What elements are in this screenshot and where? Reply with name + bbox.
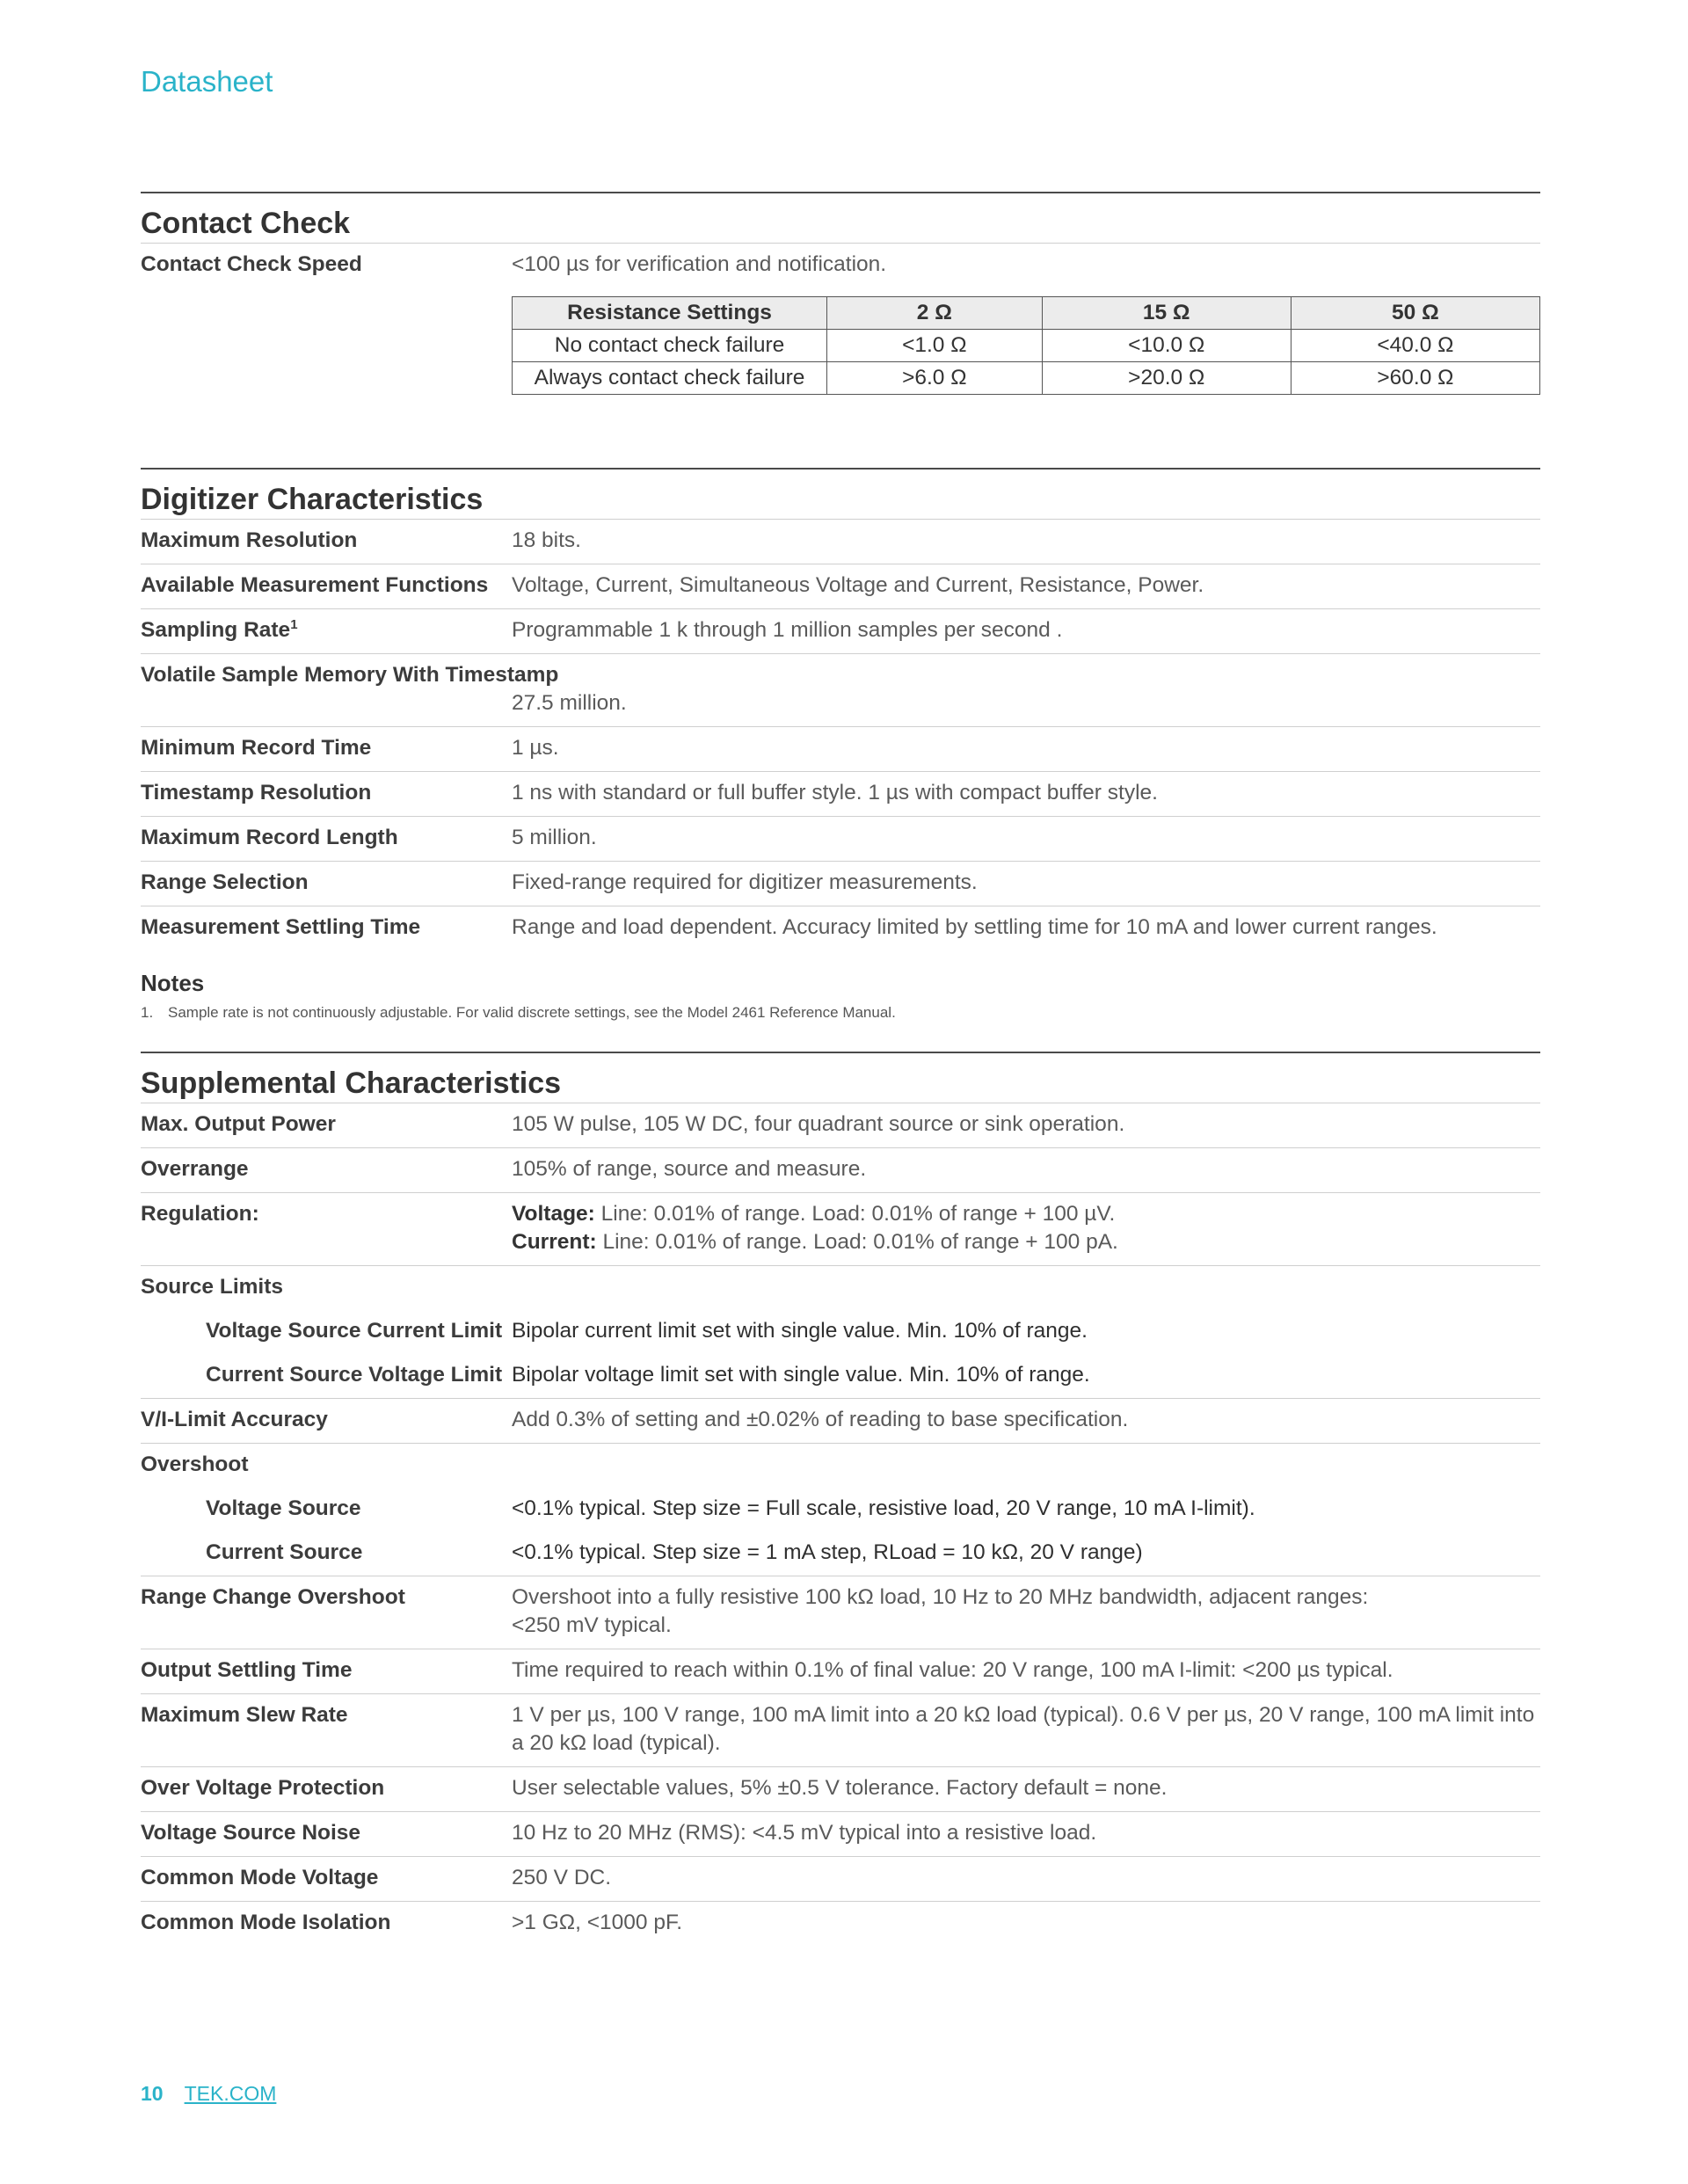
spec-value: 105% of range, source and measure. [512, 1157, 867, 1181]
spec-row [141, 906, 1540, 950]
spec-value: Voltage, Current, Simultaneous Voltage and Current, Resistance, Power. [512, 573, 1204, 597]
spec-label: Maximum Record Length [141, 826, 398, 849]
spec-row-group [141, 1265, 1540, 1310]
spec-value: 27.5 million. [512, 691, 627, 715]
spec-value: 10 Hz to 20 MHz (RMS): <4.5 mV typical into a resistive load. [512, 1821, 1097, 1845]
spec-label: Contact Check Speed [141, 252, 362, 276]
spec-row [141, 771, 1540, 816]
spec-row-sub [141, 1354, 1540, 1398]
spec-row [141, 564, 1540, 608]
regulation-current [512, 1228, 1540, 1256]
table-header-cell: 50 Ω [1291, 297, 1539, 330]
note-text: Sample rate is not continuously adjustable. For valid discrete settings, see the Model 2461 Reference Manual. [168, 1004, 896, 1021]
section-contact-check [141, 192, 1540, 395]
spec-value: 1 ns with standard or full buffer style. 1 µs with compact buffer style. [512, 781, 1158, 804]
spec-sublabel: Current Source [206, 1540, 363, 1564]
regulation-current-value: Line: 0.01% of range. Load: 0.01% of range + 100 pA. [596, 1230, 1118, 1254]
spec-row [141, 1856, 1540, 1901]
spec-value: <0.1% typical. Step size = 1 mA step, RLoad = 10 kΩ, 20 V range) [512, 1540, 1143, 1564]
note-item [141, 1004, 1540, 1022]
spec-row [141, 519, 1540, 564]
notes-title: Notes [141, 970, 205, 996]
regulation-voltage-key: Voltage: [512, 1202, 595, 1226]
footnote-ref: 1 [290, 616, 298, 632]
spec-row [141, 1811, 1540, 1856]
group-label: Source Limits [141, 1275, 284, 1299]
spec-row [141, 1398, 1540, 1443]
table-cell: <40.0 Ω [1291, 330, 1539, 362]
spec-value: Overshoot into a fully resistive 100 kΩ load, 10 Hz to 20 MHz bandwidth, adjacent ranges: <250 mV typical. [512, 1585, 1369, 1637]
spec-value [512, 1200, 1540, 1256]
spec-row [141, 243, 1540, 288]
spec-value: 1 V per µs, 100 V range, 100 mA limit into a 20 kΩ load (typical). 0.6 V per µs, 20 V range, 100 mA limit into a 20 kΩ load (typical). [512, 1703, 1535, 1755]
spec-label: Volatile Sample Memory With Timestamp [141, 663, 559, 687]
table-header-cell: 15 Ω [1042, 297, 1291, 330]
spec-label: Regulation: [141, 1202, 259, 1226]
footer [141, 2082, 276, 2106]
spec-value: >1 GΩ, <1000 pF. [512, 1911, 683, 1934]
spec-value: Bipolar voltage limit set with single value. Min. 10% of range. [512, 1363, 1090, 1387]
spec-label: Voltage Source Noise [141, 1821, 361, 1845]
spec-sublabel: Current Source Voltage Limit [206, 1363, 503, 1387]
spec-label: Common Mode Voltage [141, 1866, 379, 1889]
regulation-voltage-value: Line: 0.01% of range. Load: 0.01% of range + 100 µV. [594, 1202, 1116, 1226]
group-label: Overshoot [141, 1452, 249, 1476]
spec-label: Maximum Resolution [141, 528, 358, 552]
spec-label-text: Sampling Rate [141, 618, 291, 642]
table-header-cell: 2 Ω [827, 297, 1043, 330]
spec-label [141, 616, 512, 644]
table-cell: >6.0 Ω [827, 362, 1043, 395]
spec-row [141, 608, 1540, 653]
spec-row [141, 653, 1540, 726]
spec-value: Programmable 1 k through 1 million samples per second . [512, 618, 1063, 642]
spec-value: 1 µs. [512, 736, 559, 760]
table-cell: <10.0 Ω [1042, 330, 1291, 362]
spec-value: Bipolar current limit set with single value. Min. 10% of range. [512, 1319, 1088, 1343]
spec-row [141, 1693, 1540, 1766]
spec-row [141, 816, 1540, 861]
section-supplemental [141, 1052, 1540, 1946]
spec-value: Add 0.3% of setting and ±0.02% of reading to base specification. [512, 1408, 1129, 1431]
spec-value: Time required to reach within 0.1% of final value: 20 V range, 100 mA I-limit: <200 µs typical. [512, 1658, 1393, 1682]
table-cell: <1.0 Ω [827, 330, 1043, 362]
table-row [513, 330, 1540, 362]
spec-value: 5 million. [512, 826, 597, 849]
section-title: Supplemental Characteristics [141, 1067, 562, 1100]
spec-label: Range Selection [141, 870, 309, 894]
spec-value: 105 W pulse, 105 W DC, four quadrant source or sink operation. [512, 1112, 1125, 1136]
note-number: 1. [141, 1004, 154, 1021]
spec-label: Maximum Slew Rate [141, 1703, 348, 1727]
table-cell: No contact check failure [513, 330, 827, 362]
section-title: Digitizer Characteristics [141, 483, 484, 516]
spec-value: Fixed-range required for digitizer measurements. [512, 870, 978, 894]
page-number: 10 [141, 2082, 164, 2105]
table-header-row [513, 297, 1540, 330]
table-cell: >60.0 Ω [1291, 362, 1539, 395]
spec-value: 250 V DC. [512, 1866, 612, 1889]
spec-row-group [141, 1443, 1540, 1488]
spec-value: 18 bits. [512, 528, 581, 552]
spec-row [141, 726, 1540, 771]
spec-value: Range and load dependent. Accuracy limited by settling time for 10 mA and lower current ranges. [512, 915, 1437, 939]
table-cell: Always contact check failure [513, 362, 827, 395]
spec-label: Timestamp Resolution [141, 781, 372, 804]
spec-value: <0.1% typical. Step size = Full scale, resistive load, 20 V range, 10 mA I-limit). [512, 1496, 1255, 1520]
spec-row-sub [141, 1532, 1540, 1576]
spec-value: User selectable values, 5% ±0.5 V tolerance. Factory default = none. [512, 1776, 1168, 1800]
spec-sublabel: Voltage Source [206, 1496, 361, 1520]
header-label: Datasheet [141, 65, 273, 98]
spec-label: Range Change Overshoot [141, 1585, 405, 1609]
resistance-table [512, 296, 1540, 395]
regulation-voltage [512, 1200, 1540, 1228]
spec-row-sub [141, 1488, 1540, 1532]
table-cell: >20.0 Ω [1042, 362, 1291, 395]
spec-row-sub [141, 1310, 1540, 1354]
spec-label: Common Mode Isolation [141, 1911, 391, 1934]
spec-row [141, 1901, 1540, 1946]
spec-label: Max. Output Power [141, 1112, 336, 1136]
spec-row [141, 1766, 1540, 1811]
spec-label: Output Settling Time [141, 1658, 353, 1682]
section-digitizer [141, 468, 1540, 1022]
spec-label: Available Measurement Functions [141, 573, 489, 597]
spec-sublabel: Voltage Source Current Limit [206, 1319, 503, 1343]
spec-row-regulation [141, 1192, 1540, 1265]
spec-row [141, 1147, 1540, 1192]
table-row [513, 362, 1540, 395]
spec-label: V/I-Limit Accuracy [141, 1408, 328, 1431]
footer-link[interactable]: TEK.COM [184, 2082, 277, 2105]
spec-row [141, 1649, 1540, 1693]
spec-row [141, 1103, 1540, 1147]
spec-value: <100 µs for verification and notification. [512, 252, 887, 276]
spec-label: Over Voltage Protection [141, 1776, 385, 1800]
regulation-current-key: Current: [512, 1230, 597, 1254]
section-title: Contact Check [141, 207, 351, 240]
spec-label: Minimum Record Time [141, 736, 372, 760]
spec-label: Overrange [141, 1157, 249, 1181]
spec-label: Measurement Settling Time [141, 915, 421, 939]
spec-row [141, 1576, 1540, 1649]
spec-row [141, 861, 1540, 906]
table-header-cell: Resistance Settings [513, 297, 827, 330]
